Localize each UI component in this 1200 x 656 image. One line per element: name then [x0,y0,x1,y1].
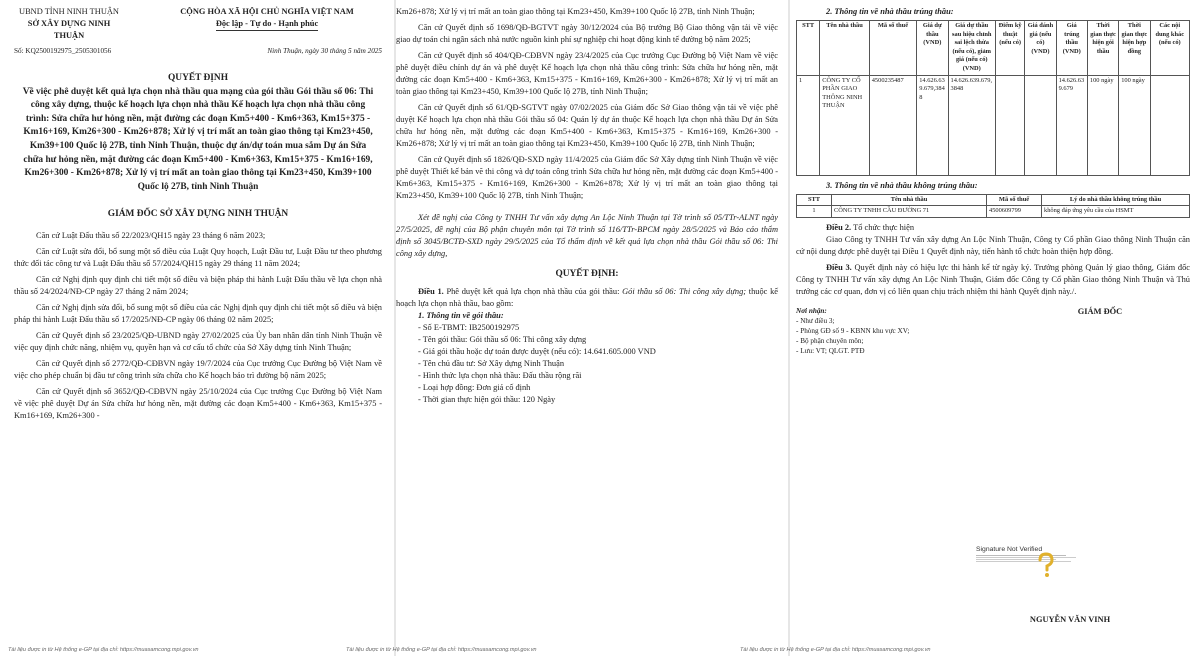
table-header: Thời gian thực hiện hợp đồng [1119,21,1150,76]
page-footer: Tài liệu được in từ Hệ thống e-GP tại địa chỉ: https://muasamcong.mpi.gov.vn [8,647,199,653]
table-cell: 4500609799 [987,206,1042,218]
list-item: - Như điều 3; [796,316,835,325]
section-1-heading: 1. Thông tin về gói thầu: [418,310,504,320]
decide-heading: QUYẾT ĐỊNH: [555,269,619,279]
article-1-package: Gói thầu số 06: Thi công xây dựng; [622,286,747,296]
table-cell: không đáp ứng yêu cầu của HSMT [1042,206,1190,218]
article-2-label: Điều 2. [826,222,852,232]
legal-basis: Căn cứ Quyết định số 1826/QĐ-SXD ngày 11/4/2025 của Giám đốc Sở Xây dựng tỉnh Ninh Thuận về việc phê duyệt Thiết kế bản vẽ thi công và dự toán công trình Sửa chữa hư hỏng nền, mặt đường các đoạn Km5+400 - Km6+363, Km15+375 - Km16+169, Km26+300 - Km26+878; Xử lý vị trí mất an toàn giao thông tại Km23+450, Km39+100 Quốc lộ 27B, tỉnh Ninh Thuận; [396,155,778,200]
list-item: - Hình thức lựa chọn nhà thầu: Đấu thầu rộng rãi [418,370,582,380]
table-cell: 14.626.639.679 [1056,75,1087,175]
motto: Độc lập - Tự do - Hạnh phúc [216,18,318,31]
table-header: Mã số thuế [987,194,1042,206]
article-3-label: Điều 3. [826,262,852,272]
table-header: Tên nhà thầu [820,21,870,76]
section-2-heading: 2. Thông tin về nhà thầu trúng thầu: [826,7,954,16]
article-1 [396,286,778,310]
table-header-row [797,21,1190,76]
table-header: Tên nhà thầu [832,194,987,206]
table-header: Giá đánh giá (nếu có) (VND) [1025,21,1056,76]
proposal-paragraph: Xét đề nghị của Công ty TNHH Tư vấn xây dựng An Lộc Ninh Thuận tại Tờ trình số 05/TTr-ALNT ngày 27/5/2025, đề nghị của Bộ phận chuyên môn tại Tờ trình số 116/TTr-BPCM ngày 28/5/2025 và Báo cáo thẩm định số 3045/BCTĐ-SXD ngày 29/5/2025 của Tổ thẩm định về kết quả lựa chọn nhà thầu Gói thầu số 06: Thi công xây dựng, [396,213,778,258]
page-2 [346,0,788,656]
article-3 [796,262,1190,298]
table-cell [1150,75,1189,175]
table-cell: CÔNG TY TNHH CẦU ĐƯỜNG 71 [832,206,987,218]
list-item: - Giá gói thầu hoặc dự toán được duyệt (nếu có): 14.641.605.000 VND [418,346,656,356]
table-header: STT [797,21,820,76]
legal-basis: Căn cứ Luật sửa đổi, bổ sung một số điều của Luật Quy hoạch, Luật Đầu tư, Luật Đầu tư theo phương thức đối tác công tư và Luật Đấu thầu số 57/2024/QH15 ngày 29 tháng 11 năm 2024; [14,246,382,268]
page-footer: Tài liệu được in từ Hệ thống e-GP tại địa chỉ: https://muasamcong.mpi.gov.vn [346,647,537,653]
recipients-title: Nơi nhận: [796,306,827,315]
legal-basis: Căn cứ Quyết định số 2772/QĐ-CĐBVN ngày 19/7/2024 của Cục trưởng Cục Đường bộ Việt Nam về việc cho phép chuẩn bị đầu tư công trình sửa chữa cho Kế hoạch bảo trì đường bộ năm 2025; [14,358,382,380]
table-cell: 14.626.639.679,3848 [917,75,948,175]
legal-basis: Căn cứ Quyết định số 23/2025/QĐ-UBND ngày 27/02/2025 của Ủy ban nhân dân tỉnh Ninh Thuận về việc quy định chức năng, nhiệm vụ, quyền hạn và cơ cấu tổ chức của Sở Xây dựng tỉnh Ninh Thuận; [14,330,382,352]
table-row [797,206,1190,218]
list-item: - Tên chủ đầu tư: Sở Xây dựng Ninh Thuận [418,358,565,368]
page-footer: Tài liệu được in từ Hệ thống e-GP tại địa chỉ: https://muasamcong.mpi.gov.vn [740,647,931,653]
table-header: Lý do nhà thầu không trúng thầu [1042,194,1190,206]
issuing-authority: GIÁM ĐỐC SỞ XÂY DỰNG NINH THUẬN [107,209,289,220]
section-3-heading: 3. Thông tin về nhà thầu không trúng thầu: [826,180,978,190]
list-item: - Loại hợp đồng: Đơn giá cố định [418,382,531,392]
digital-signature [976,546,1086,563]
table-header: STT [797,194,832,206]
signature-status: Signature Not Verified [976,546,1043,553]
document-header [14,6,382,42]
table-header: Giá dự thầu (VND) [917,21,948,76]
article-2-text: Giao Công ty TNHH Tư vấn xây dựng An Lộc Ninh Thuận, Công ty Cổ phần Giao thông Ninh Thuận căn cứ nội dung được phê duyệt tại Điều 1 Quyết định này, tiến hành tổ chức hoàn thiện hợp đồng. [796,234,1190,256]
signer-name: NGUYỄN VĂN VINH [1029,615,1111,624]
agency-line-2: SỞ XÂY DỰNG NINH THUẬN [27,19,111,40]
national-header [152,6,382,42]
table-cell: 14.626.639.679,3848 [948,75,995,175]
table-header: Điểm kỹ thuật (nếu có) [995,21,1024,76]
page-3 [740,0,1200,656]
legal-basis: Căn cứ Quyết định số 3652/QĐ-CĐBVN ngày 25/10/2024 của Cục trưởng Cục Đường bộ Việt Nam về việc phê duyệt Dự án Sửa chữa hư hỏng nền, mặt đường các đoạn Km5+400 - Km6+363, Km15+375 - Km16+169, Km26+300 - [14,386,382,420]
legal-basis: Căn cứ Luật Đấu thầu số 22/2023/QH15 ngày 23 tháng 6 năm 2023; [36,230,266,240]
decision-subject: Về việc phê duyệt kết quả lựa chọn nhà thầu qua mạng của gói thầu Gói thầu số 06: Thi công xây dựng, thuộc kế hoạch lựa chọn nhà thầu Kế hoạch lựa chọn nhà thầu công trình: Sửa chữa hư hỏng nền, mặt đường các đoạn Km5+400 - Km6+363, Km15+375 - Km16+169, Km26+300 - Km26+878; Xử lý vị trí mất an toàn giao thông tại Km23+450, Km39+100 Quốc lộ 27B, tỉnh Ninh Thuận, thuộc dự án/dự toán mua sắm Dự án Sửa chữa hư hỏng nền, mặt đường các đoạn Km5+400 - Km6+363, Km15+375 - Km16+169, Km26+300 - Km26+878; Xử lý vị trí mất an toàn giao thông tại Km23+450, Km39+100 Quốc lộ 27B, tỉnh Ninh Thuận [22,86,374,192]
agency-line-1: UBND TỈNH NINH THUẬN [19,7,119,16]
place-date: Ninh Thuận, ngày 30 tháng 5 năm 2025 [267,47,382,55]
table-header-row [797,194,1190,206]
table-cell: 1 [797,75,820,175]
package-info-list [396,322,778,406]
list-item: - Lưu: VT; QLGT. PTĐ [796,346,865,355]
article-1-text-c: thuộc kế hoạch lựa chọn nhà thầu, bao gồm: [396,286,779,308]
table-cell: 4500235487 [869,75,916,175]
signature-question-icon [1036,552,1056,578]
table-cell: 100 ngày [1119,75,1150,175]
table-header: Mã số thuế [869,21,916,76]
list-item: - Số E-TBMT: IB2500192975 [418,322,520,332]
recipients-block [796,306,916,356]
list-item: - Thời gian thực hiện gói thầu: 120 Ngày [418,394,556,404]
legal-basis: Căn cứ Quyết định số 61/QĐ-SGTVT ngày 07/02/2025 của Giám đốc Sở Giao thông vận tải về việc phê duyệt Kế hoạch lựa chọn nhà thầu Gói thầu số 04: Quản lý dự án thuộc Kế hoạch lựa chọn nhà thầu Dự án Sửa chữa hư hỏng nền, mặt đường các đoạn Km5+400 - Km6+363, Km15+375 - Km16+169, Km26+300 - Km26+878; Xử lý vị trí mất an toàn giao thông tại Km23+450, Km39+100 Quốc lộ 27B, tỉnh Ninh Thuận; [396,103,778,148]
table-header: Giá trúng thầu (VND) [1056,21,1087,76]
article-1-label: Điều 1. [418,286,444,296]
article-2-heading [796,222,1190,234]
table-header: Thời gian thực hiện gói thầu [1087,21,1118,76]
issuing-agency [14,6,124,42]
article-2-title: Tổ chức thực hiện [853,222,915,232]
table-header: Các nội dung khác (nếu có) [1150,21,1189,76]
article-3-text: Quyết định này có hiệu lực thi hành kể từ ngày ký. Trưởng phòng Quản lý giao thông, Giám đốc Công ty TNHH Tư vấn xây dựng An Lộc Ninh Thuận, Giám đốc Công ty Cổ phần Giao thông Ninh Thuận và Thủ trưởng các cơ quan, đơn vị có liên quan chịu trách nhiệm thi hành Quyết định này./. [796,262,1191,296]
list-item: - Phòng GĐ số 9 - KBNN khu vực XV; [796,326,910,335]
legal-basis: Căn cứ Quyết định số 1698/QĐ-BGTVT ngày 30/12/2024 của Bộ trưởng Bộ Giao thông vận tải về việc giao dự toán chi ngân sách nhà nước nguồn kinh phí sự nghiệp chi hoạt động kinh tế đường bộ năm 2025; [396,23,778,44]
decision-title: QUYẾT ĐỊNH [168,73,228,83]
director-title: GIÁM ĐỐC [1077,306,1123,316]
legal-basis: Căn cứ Quyết định số 404/QĐ-CĐBVN ngày 23/4/2025 của Cục trưởng Cục Đường bộ Việt Nam về việc phê duyệt điều chỉnh dự án và phê duyệt Kế hoạch lựa chọn nhà thầu công trình: Sửa chữa hư hỏng nền, mặt đường các đoạn Km5+400 - Km6+363, Km15+375 - Km16+169, Km26+300 - Km26+878; Xử lý vị trí mất an toàn giao thông tại Km23+450, Km39+100 Quốc lộ 27B, tỉnh Ninh Thuận; [396,51,778,96]
table-cell: CÔNG TY CỔ PHẦN GIAO THÔNG NINH THUẬN [820,75,870,175]
table-row [797,75,1190,175]
table-header: Giá dự thầu sau hiệu chỉnh sai lệch thừa (nếu có), giảm giá (nếu có) (VND) [948,21,995,76]
document-number: Số: KQ2500192975_2505301056 [14,47,112,55]
winning-bidder-table [796,20,1190,176]
table-cell [995,75,1024,175]
list-item: - Bộ phận chuyên môn; [796,336,864,345]
list-item: - Tên gói thầu: Gói thầu số 06: Thi công xây dựng [418,334,587,344]
legal-basis: Căn cứ Nghị định quy định chi tiết một số điều và biện pháp thi hành Luật Đấu thầu về lựa chọn nhà thầu số 24/2024/NĐ-CP ngày 27 tháng 2 năm 2024; [14,274,382,296]
nation-name: CỘNG HÒA XÃ HỘI CHỦ NGHĨA VIỆT NAM [180,7,354,16]
legal-basis: Căn cứ Nghị định sửa đổi, bổ sung một số điều của các Nghị định quy định chi tiết một số điều và biện pháp thi hành Luật Đấu thầu số 17/2025/NĐ-CP ngày 06 tháng 02 năm 2025; [14,302,382,324]
table-cell [1025,75,1056,175]
table-cell: 100 ngày [1087,75,1118,175]
article-1-text-a: Phê duyệt kết quả lựa chọn nhà thầu của gói thầu: [446,286,620,296]
table-cell: 1 [797,206,832,218]
losing-bidder-table [796,194,1190,218]
page-1 [0,0,394,656]
legal-basis: Km26+878; Xử lý vị trí mất an toàn giao thông tại Km23+450, Km39+100 Quốc lộ 27B, tỉnh Ninh Thuận; [396,7,755,16]
